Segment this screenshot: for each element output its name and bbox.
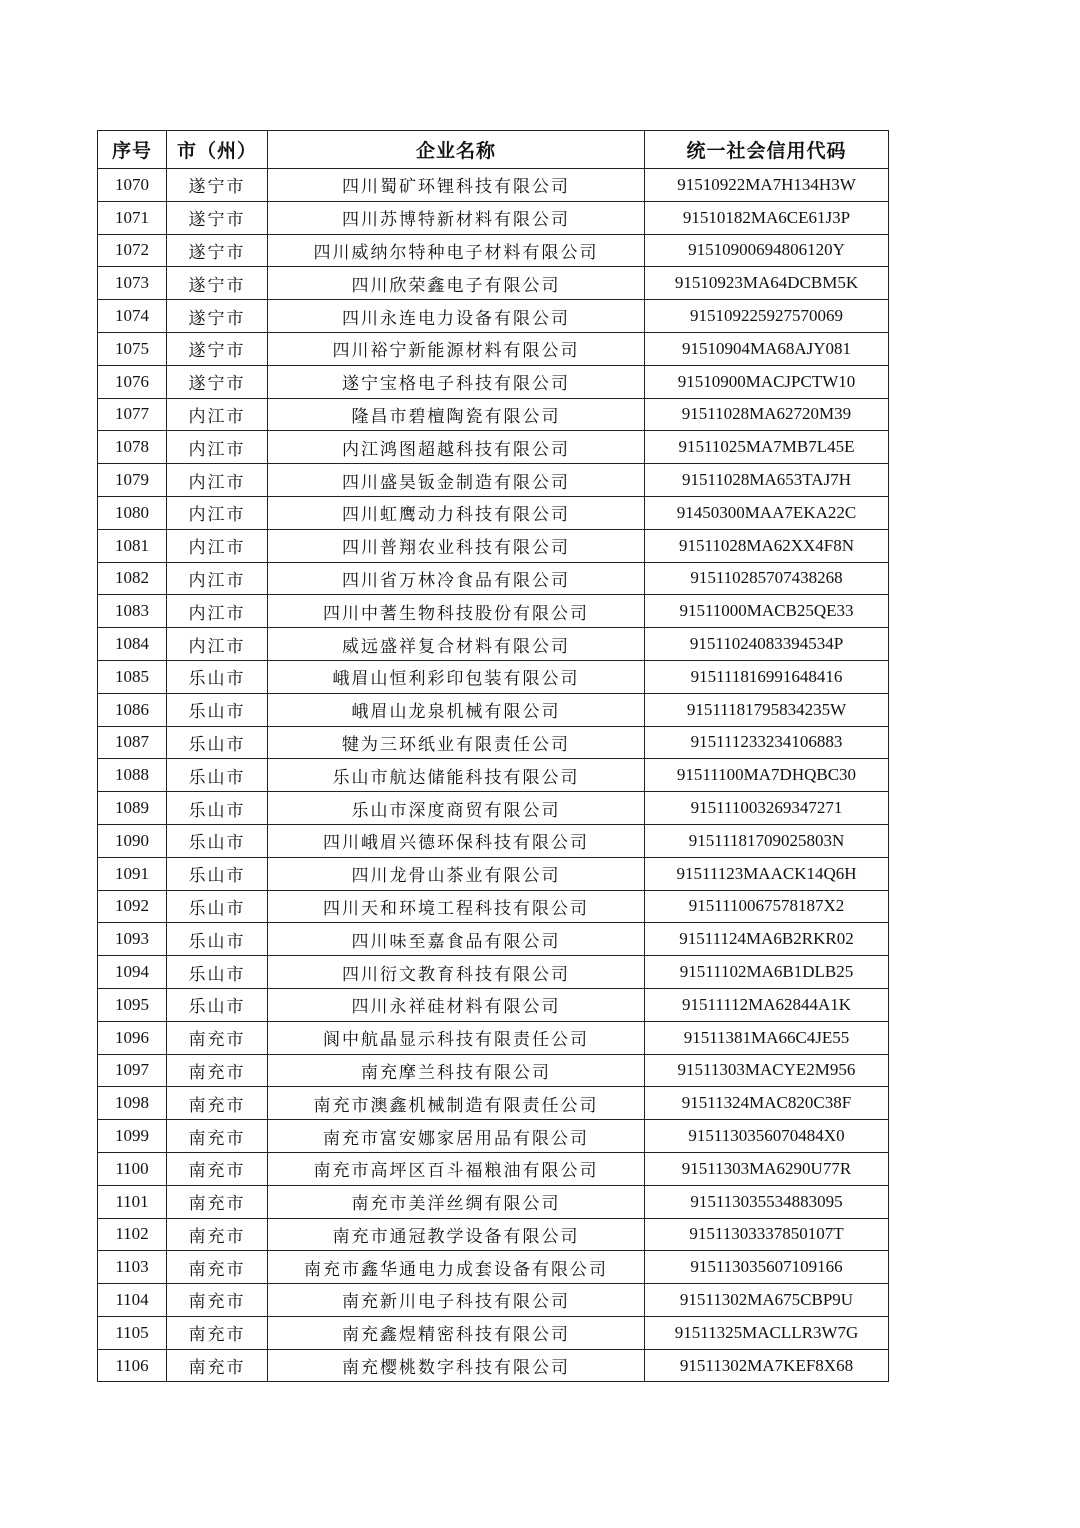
- table-row: [98, 1349, 889, 1382]
- table-row: [98, 1120, 889, 1153]
- cell-city: 遂宁市: [167, 332, 268, 365]
- cell-city: 遂宁市: [167, 169, 268, 202]
- cell-serial-number: 1085: [98, 660, 167, 693]
- cell-company-name: 四川衍文教育科技有限公司: [268, 956, 645, 989]
- cell-credit-code: 91510904MA68AJY081: [645, 332, 889, 365]
- cell-company-name: 四川味至嘉食品有限公司: [268, 923, 645, 956]
- cell-company-name: 四川龙骨山茶业有限公司: [268, 857, 645, 890]
- cell-company-name: 乐山市深度商贸有限公司: [268, 792, 645, 825]
- cell-serial-number: 1079: [98, 464, 167, 497]
- table-row: [98, 398, 889, 431]
- table-row: [98, 759, 889, 792]
- table-row: [98, 660, 889, 693]
- cell-company-name: 犍为三环纸业有限责任公司: [268, 726, 645, 759]
- cell-serial-number: 1099: [98, 1120, 167, 1153]
- cell-company-name: 南充市美洋丝绸有限公司: [268, 1185, 645, 1218]
- cell-city: 乐山市: [167, 890, 268, 923]
- table-row: [98, 464, 889, 497]
- cell-company-name: 四川省万林冷食品有限公司: [268, 562, 645, 595]
- cell-serial-number: 1086: [98, 693, 167, 726]
- cell-credit-code: 91511303MA6290U77R: [645, 1152, 889, 1185]
- cell-credit-code: 915111233234106883: [645, 726, 889, 759]
- cell-credit-code: 91511000MACB25QE33: [645, 595, 889, 628]
- header-serial-number: 序号: [98, 131, 167, 169]
- cell-serial-number: 1098: [98, 1087, 167, 1120]
- table-row: [98, 1152, 889, 1185]
- table-row: [98, 628, 889, 661]
- cell-serial-number: 1091: [98, 857, 167, 890]
- cell-serial-number: 1096: [98, 1021, 167, 1054]
- cell-city: 南充市: [167, 1185, 268, 1218]
- cell-company-name: 南充市富安娜家居用品有限公司: [268, 1120, 645, 1153]
- table-row: [98, 956, 889, 989]
- cell-serial-number: 1082: [98, 562, 167, 595]
- table-row: [98, 1251, 889, 1284]
- cell-credit-code: 91511303337850107T: [645, 1218, 889, 1251]
- cell-credit-code: 91511381MA66C4JE55: [645, 1021, 889, 1054]
- table-row: [98, 300, 889, 333]
- cell-serial-number: 1087: [98, 726, 167, 759]
- cell-company-name: 四川峨眉兴德环保科技有限公司: [268, 824, 645, 857]
- table-row: [98, 529, 889, 562]
- cell-city: 乐山市: [167, 956, 268, 989]
- cell-city: 内江市: [167, 496, 268, 529]
- cell-company-name: 隆昌市碧檀陶瓷有限公司: [268, 398, 645, 431]
- cell-city: 内江市: [167, 431, 268, 464]
- cell-company-name: 南充市通冠教学设备有限公司: [268, 1218, 645, 1251]
- cell-serial-number: 1074: [98, 300, 167, 333]
- cell-serial-number: 1097: [98, 1054, 167, 1087]
- cell-credit-code: 9151130356070484X0: [645, 1120, 889, 1153]
- cell-city: 南充市: [167, 1054, 268, 1087]
- cell-serial-number: 1070: [98, 169, 167, 202]
- table-row: [98, 595, 889, 628]
- cell-serial-number: 1073: [98, 267, 167, 300]
- header-company-name: 企业名称: [268, 131, 645, 169]
- cell-company-name: 南充鑫煜精密科技有限公司: [268, 1316, 645, 1349]
- cell-city: 内江市: [167, 529, 268, 562]
- cell-credit-code: 91511302MA675CBP9U: [645, 1284, 889, 1317]
- table-row: [98, 890, 889, 923]
- cell-company-name: 四川欣荣鑫电子有限公司: [268, 267, 645, 300]
- cell-serial-number: 1103: [98, 1251, 167, 1284]
- cell-serial-number: 1100: [98, 1152, 167, 1185]
- cell-city: 南充市: [167, 1251, 268, 1284]
- cell-company-name: 威远盛祥复合材料有限公司: [268, 628, 645, 661]
- cell-serial-number: 1090: [98, 824, 167, 857]
- cell-credit-code: 91511112MA62844A1K: [645, 988, 889, 1021]
- cell-city: 乐山市: [167, 792, 268, 825]
- cell-serial-number: 1092: [98, 890, 167, 923]
- cell-credit-code: 91511100MA7DHQBC30: [645, 759, 889, 792]
- enterprise-table: [97, 130, 889, 1382]
- cell-city: 内江市: [167, 628, 268, 661]
- table-row: [98, 1185, 889, 1218]
- cell-credit-code: 91510900694806120Y: [645, 234, 889, 267]
- cell-company-name: 四川天和环境工程科技有限公司: [268, 890, 645, 923]
- table-row: [98, 693, 889, 726]
- cell-credit-code: 91511028MA62720M39: [645, 398, 889, 431]
- header-city: 市（州）: [167, 131, 268, 169]
- cell-city: 南充市: [167, 1349, 268, 1382]
- cell-city: 南充市: [167, 1120, 268, 1153]
- table-row: [98, 365, 889, 398]
- cell-credit-code: 915109225927570069: [645, 300, 889, 333]
- cell-serial-number: 1081: [98, 529, 167, 562]
- cell-company-name: 四川永祥硅材料有限公司: [268, 988, 645, 1021]
- cell-city: 遂宁市: [167, 267, 268, 300]
- table-body: [98, 169, 889, 1382]
- cell-credit-code: 915111003269347271: [645, 792, 889, 825]
- cell-credit-code: 9151110067578187X2: [645, 890, 889, 923]
- cell-company-name: 南充市高坪区百斗福粮油有限公司: [268, 1152, 645, 1185]
- cell-serial-number: 1076: [98, 365, 167, 398]
- cell-city: 乐山市: [167, 660, 268, 693]
- cell-company-name: 四川蜀矿环锂科技有限公司: [268, 169, 645, 202]
- table-header-row: [98, 131, 889, 169]
- cell-company-name: 阆中航晶显示科技有限责任公司: [268, 1021, 645, 1054]
- table-row: [98, 431, 889, 464]
- cell-credit-code: 91511302MA7KEF8X68: [645, 1349, 889, 1382]
- cell-company-name: 南充樱桃数字科技有限公司: [268, 1349, 645, 1382]
- cell-serial-number: 1088: [98, 759, 167, 792]
- table-row: [98, 201, 889, 234]
- cell-city: 乐山市: [167, 759, 268, 792]
- cell-credit-code: 915113035607109166: [645, 1251, 889, 1284]
- table-row: [98, 792, 889, 825]
- cell-city: 内江市: [167, 398, 268, 431]
- cell-city: 乐山市: [167, 726, 268, 759]
- cell-credit-code: 91510182MA6CE61J3P: [645, 201, 889, 234]
- table-row: [98, 332, 889, 365]
- cell-company-name: 内江鸿图超越科技有限公司: [268, 431, 645, 464]
- cell-credit-code: 915110285707438268: [645, 562, 889, 595]
- table-row: [98, 1218, 889, 1251]
- cell-company-name: 四川盛昊钣金制造有限公司: [268, 464, 645, 497]
- cell-serial-number: 1083: [98, 595, 167, 628]
- cell-credit-code: 91511303MACYE2M956: [645, 1054, 889, 1087]
- cell-credit-code: 91511181795834235W: [645, 693, 889, 726]
- cell-serial-number: 1104: [98, 1284, 167, 1317]
- cell-company-name: 峨眉山恒利彩印包装有限公司: [268, 660, 645, 693]
- cell-credit-code: 91511028MA62XX4F8N: [645, 529, 889, 562]
- table-row: [98, 169, 889, 202]
- cell-city: 乐山市: [167, 824, 268, 857]
- cell-credit-code: 915113035534883095: [645, 1185, 889, 1218]
- cell-serial-number: 1095: [98, 988, 167, 1021]
- cell-company-name: 峨眉山龙泉机械有限公司: [268, 693, 645, 726]
- cell-city: 南充市: [167, 1087, 268, 1120]
- cell-company-name: 四川虹鹰动力科技有限公司: [268, 496, 645, 529]
- table-row: [98, 1087, 889, 1120]
- cell-credit-code: 91511024083394534P: [645, 628, 889, 661]
- header-credit-code: 统一社会信用代码: [645, 131, 889, 169]
- cell-city: 南充市: [167, 1152, 268, 1185]
- cell-credit-code: 915111816991648416: [645, 660, 889, 693]
- cell-company-name: 南充市澳鑫机械制造有限责任公司: [268, 1087, 645, 1120]
- table-row: [98, 1316, 889, 1349]
- table-row: [98, 234, 889, 267]
- cell-city: 内江市: [167, 595, 268, 628]
- table-row: [98, 726, 889, 759]
- cell-city: 乐山市: [167, 693, 268, 726]
- cell-credit-code: 91510900MACJPCTW10: [645, 365, 889, 398]
- table-row: [98, 1054, 889, 1087]
- cell-credit-code: 91511028MA653TAJ7H: [645, 464, 889, 497]
- cell-credit-code: 91511102MA6B1DLB25: [645, 956, 889, 989]
- cell-serial-number: 1106: [98, 1349, 167, 1382]
- cell-serial-number: 1102: [98, 1218, 167, 1251]
- cell-serial-number: 1078: [98, 431, 167, 464]
- cell-company-name: 四川普翔农业科技有限公司: [268, 529, 645, 562]
- cell-company-name: 四川苏博特新材料有限公司: [268, 201, 645, 234]
- cell-serial-number: 1089: [98, 792, 167, 825]
- cell-serial-number: 1093: [98, 923, 167, 956]
- cell-serial-number: 1075: [98, 332, 167, 365]
- cell-city: 内江市: [167, 562, 268, 595]
- table-row: [98, 923, 889, 956]
- cell-city: 乐山市: [167, 988, 268, 1021]
- cell-city: 南充市: [167, 1284, 268, 1317]
- cell-city: 南充市: [167, 1021, 268, 1054]
- cell-credit-code: 91511124MA6B2RKR02: [645, 923, 889, 956]
- cell-city: 遂宁市: [167, 365, 268, 398]
- cell-city: 乐山市: [167, 857, 268, 890]
- cell-serial-number: 1071: [98, 201, 167, 234]
- cell-company-name: 南充摩兰科技有限公司: [268, 1054, 645, 1087]
- table-row: [98, 562, 889, 595]
- cell-company-name: 四川永连电力设备有限公司: [268, 300, 645, 333]
- table-row: [98, 1284, 889, 1317]
- cell-serial-number: 1105: [98, 1316, 167, 1349]
- cell-city: 遂宁市: [167, 234, 268, 267]
- cell-credit-code: 91450300MAA7EKA22C: [645, 496, 889, 529]
- cell-credit-code: 91511181709025803N: [645, 824, 889, 857]
- cell-city: 南充市: [167, 1316, 268, 1349]
- table-row: [98, 267, 889, 300]
- cell-serial-number: 1084: [98, 628, 167, 661]
- cell-credit-code: 91510922MA7H134H3W: [645, 169, 889, 202]
- cell-city: 遂宁市: [167, 201, 268, 234]
- cell-company-name: 四川威纳尔特种电子材料有限公司: [268, 234, 645, 267]
- cell-credit-code: 91511025MA7MB7L45E: [645, 431, 889, 464]
- cell-company-name: 南充市鑫华通电力成套设备有限公司: [268, 1251, 645, 1284]
- cell-credit-code: 91510923MA64DCBM5K: [645, 267, 889, 300]
- cell-company-name: 南充新川电子科技有限公司: [268, 1284, 645, 1317]
- cell-credit-code: 91511325MACLLR3W7G: [645, 1316, 889, 1349]
- cell-serial-number: 1072: [98, 234, 167, 267]
- cell-company-name: 乐山市航达储能科技有限公司: [268, 759, 645, 792]
- table-row: [98, 857, 889, 890]
- cell-city: 遂宁市: [167, 300, 268, 333]
- cell-city: 内江市: [167, 464, 268, 497]
- cell-city: 南充市: [167, 1218, 268, 1251]
- cell-serial-number: 1101: [98, 1185, 167, 1218]
- table-row: [98, 988, 889, 1021]
- cell-credit-code: 91511123MAACK14Q6H: [645, 857, 889, 890]
- cell-serial-number: 1080: [98, 496, 167, 529]
- cell-company-name: 四川中蓍生物科技股份有限公司: [268, 595, 645, 628]
- cell-city: 乐山市: [167, 923, 268, 956]
- cell-company-name: 四川裕宁新能源材料有限公司: [268, 332, 645, 365]
- cell-company-name: 遂宁宝格电子科技有限公司: [268, 365, 645, 398]
- cell-serial-number: 1077: [98, 398, 167, 431]
- table-row: [98, 496, 889, 529]
- table-row: [98, 824, 889, 857]
- table-row: [98, 1021, 889, 1054]
- cell-serial-number: 1094: [98, 956, 167, 989]
- cell-credit-code: 91511324MAC820C38F: [645, 1087, 889, 1120]
